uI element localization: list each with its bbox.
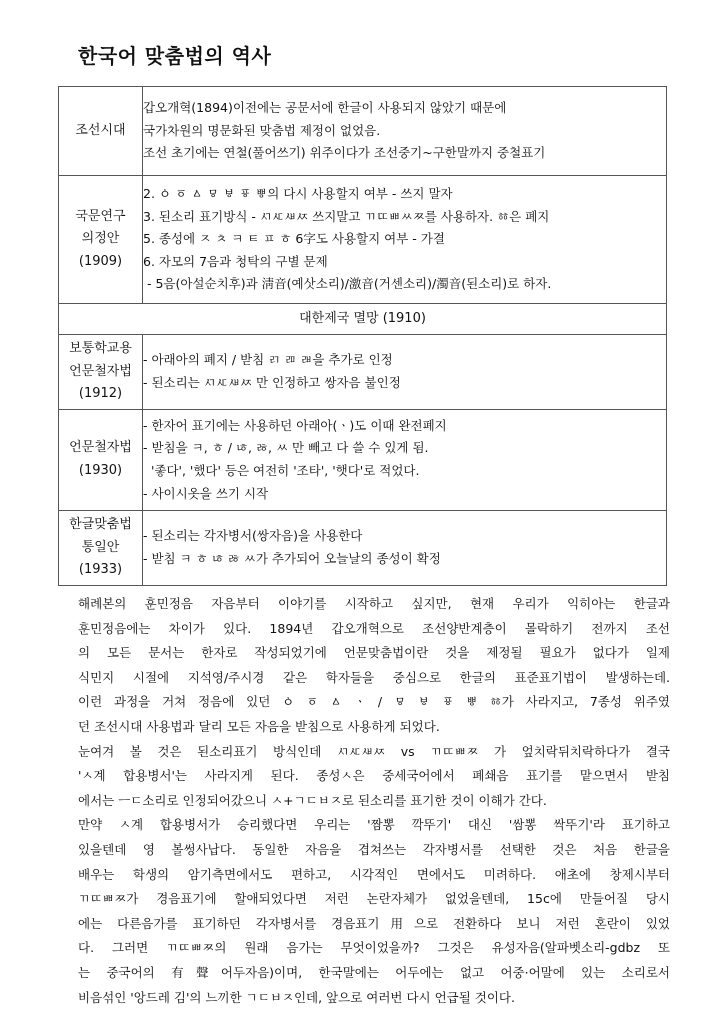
era-cell xyxy=(59,511,143,586)
era-cell xyxy=(59,335,143,410)
content-cell xyxy=(143,410,667,511)
content-line: 2. ㆁ ㆆ ㅿ ㅱ ㅸ ㆄ ㅹ의 다시 사용할지 여부 - 쓰지 말자 xyxy=(143,186,453,202)
body-line: 에서는 ㅡㄷ소리로 인정되어갔으니 ㅅ+ㄱㄷㅂㅈ로 된소리를 표기한 것이 이해가 간다. xyxy=(78,792,547,808)
body-line: 만약 ㅅ계 합용병서가 승리했다면 우리는 '짬뽕 깍뚜기' 대신 '쌈뽕 싹뚜기'라 표기하고 xyxy=(78,817,670,833)
body-line: 에는 다른음가를 표기하던 각자병서를 경음표기用으로 전환하다 보니 저런 혼란이 있었 xyxy=(78,915,670,931)
body-line: 훈민정음에는 차이가 있다. 1894년 갑오개혁으로 조선양반계층이 몰락하기 전까지 조선 xyxy=(78,620,670,636)
table-row xyxy=(59,176,667,304)
content-line: 국가차원의 명문화된 맞춤법 제정이 없었음. xyxy=(143,122,381,138)
body-line: 의 모든 문서는 한자로 작성되었기에 언문맞춤법이란 것을 제정될 필요가 없다가 일제 xyxy=(78,645,670,661)
era-label: 보통학교용 xyxy=(69,341,132,357)
era-label: 언문철자법 xyxy=(69,440,132,456)
era-label: (1909) xyxy=(78,253,123,269)
content-cell xyxy=(143,87,667,176)
body-line: 는 중국어의 有聲어두자음)이며, 한국말에는 어두에는 없고 어중·어말에 있는 소리로서 xyxy=(78,964,670,980)
body-line: 비음섞인 '앙드레 김'의 느끼한 ㄱㄷㅂㅈ인데, 앞으로 여러번 다시 언급될 것이다. xyxy=(78,989,515,1005)
body-line: 식민지 시절에 지석영/주시경 같은 학자들을 중심으로 한글의 표준표기법이 발생하는데. xyxy=(78,669,670,685)
body-text xyxy=(78,592,670,1010)
page-title: 한국어 맞춤법의 역사 xyxy=(78,44,272,68)
content-line: 3. 된소리 표기방식 - ㅺㅼㅽㅾ 쓰지말고 ㄲㄸㅃㅆㅉ를 사용하자. ㆅ은 폐지 xyxy=(143,208,550,224)
content-cell xyxy=(143,511,667,586)
era-label: 조선시대 xyxy=(75,122,126,138)
era-label: (1912) xyxy=(78,386,123,402)
content-line: 5. 종성에 ㅈ ㅊ ㅋ ㅌ ㅍ ㅎ 6字도 사용할지 여부 - 가결 xyxy=(143,231,445,247)
table-row xyxy=(59,87,667,176)
body-line: 해례본의 훈민정음 자음부터 이야기를 시작하고 싶지만, 현재 우리가 익히아는 한글과 xyxy=(78,596,670,611)
era-cell xyxy=(59,410,143,511)
era-label: 언문철자법 xyxy=(69,363,132,379)
content-line: 6. 자모의 7음과 청탁의 구별 문제 xyxy=(143,253,328,269)
content-cell xyxy=(143,176,667,304)
body-line: ㄲㄸㅃㅉ가 경음표기에 할애되었다면 저런 논란자체가 없었을텐데, 15c에 만들어질 당시 xyxy=(78,891,670,907)
era-label: 통일안 xyxy=(81,539,120,555)
body-line: 눈여겨 볼 것은 된소리표기 방식인데 ㅺㅼㅽㅾ vs ㄲㄸㅃㅉ 가 엎치락뒤치락하다가 결국 xyxy=(78,743,670,759)
content-line: 갑오개혁(1894)이전에는 공문서에 한글이 사용되지 않았기 때문에 xyxy=(143,100,507,116)
content-cell xyxy=(143,335,667,410)
table-row xyxy=(59,335,667,410)
era-cell xyxy=(59,176,143,304)
body-line: 이런 과정을 거쳐 정음에 있던 ㆁ ㆆ ㅿ ㆍ / ㅱ ㅸ ㆄ ㅹ ㆅ가 사라지고, 7종성 위주였 xyxy=(78,694,670,710)
body-line: 'ㅅ계 합용병서'는 사라지게 된다. 종성ㅅ은 중세국어에서 폐쇄음 표기를 맡으면서 받침 xyxy=(78,768,670,784)
history-table xyxy=(58,86,667,586)
era-label: 한글맞춤법 xyxy=(69,517,132,533)
content-line: 조선 초기에는 연철(풀어쓰기) 위주이다가 조선중기~구한말까지 중철표기 xyxy=(143,145,546,161)
body-line: 있을텐데 영 볼썽사납다. 동일한 자음을 겹쳐쓰는 각자병서를 선택한 것은 처음 한글을 xyxy=(78,841,670,857)
content-line: - 받침 ㅋ ㅎ ㄶ ㅀ ㅆ가 추가되어 오늘날의 종성이 확정 xyxy=(143,551,441,566)
era-label: (1930) xyxy=(78,463,123,478)
span-row-label: 대한제국 멸망 (1910) xyxy=(59,304,667,335)
content-line: - 된소리는 ㅺㅼㅽㅾ 만 인정하고 쌍자음 불인정 xyxy=(143,375,401,390)
content-line: - 한자어 표기에는 사용하던 아래아(ㆍ)도 이때 완전폐지 xyxy=(143,417,447,433)
table-row xyxy=(59,304,667,335)
content-line: - 사이시옷을 쓰기 시작 xyxy=(143,485,269,501)
body-line: 던 조선시대 사용법과 달리 모든 자음을 받침으로 사용하게 되었다. xyxy=(78,718,440,734)
table-row xyxy=(59,511,667,586)
content-line: - 된소리는 각자병서(쌍자음)을 사용한다 xyxy=(143,528,363,544)
era-label: 의정안 xyxy=(81,231,120,247)
content-line: '좋다', '했다' 등은 여전히 '조타', '햇다'로 적었다. xyxy=(143,463,420,478)
body-line: 다. 그러면 ㄲㄸㅃㅉ의 원래 음가는 무엇이었을까? 그것은 유성자음(알파벳소리-gdbz 또 xyxy=(78,940,670,956)
table-row xyxy=(59,410,667,511)
era-label: (1933) xyxy=(78,562,123,578)
body-line: 배우는 학생의 암기측면에서도 편하고, 시각적인 면에서도 미려하다. 애초에 창제시부터 xyxy=(78,866,670,882)
content-line: - 받침을 ㅋ, ㅎ / ㄶ, ㅀ, ㅆ 만 빼고 다 쓸 수 있게 됨. xyxy=(143,440,429,456)
era-label: 국문연구 xyxy=(75,208,126,224)
era-cell xyxy=(59,87,143,176)
content-line: - 5음(아설순치후)과 淸音(예삿소리)/激音(거센소리)/濁音(된소리)로 하자. xyxy=(143,276,552,292)
content-line: - 아래아의 폐지 / 받침 ㄺ ㄻ ㄼ을 추가로 인정 xyxy=(143,352,393,368)
